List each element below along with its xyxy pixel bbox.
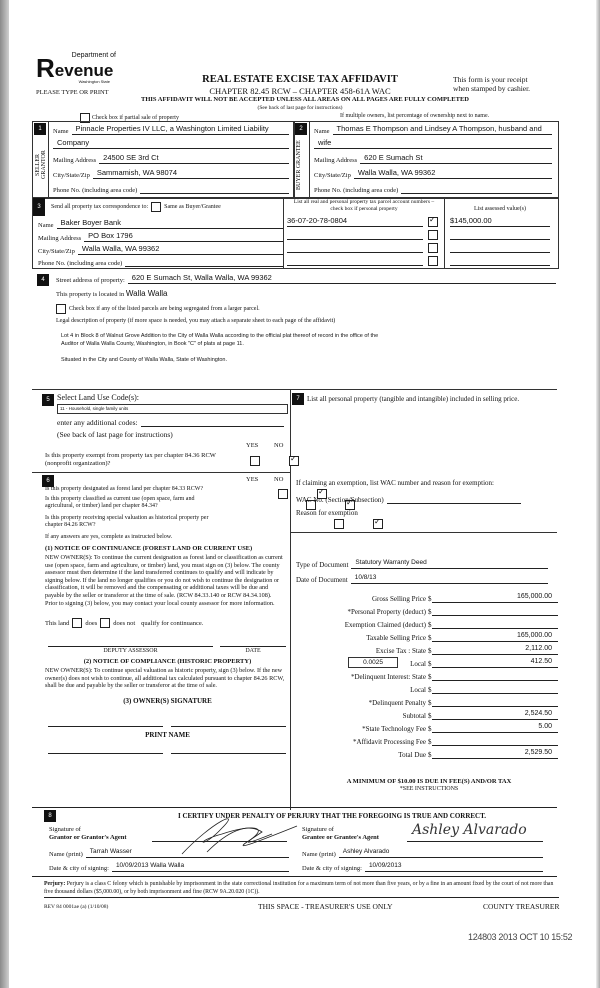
certification-section [32, 807, 557, 877]
grantor-sig-label-1: Signature of [49, 826, 81, 833]
seller-name-input-2[interactable]: Company [53, 137, 289, 149]
fee-value[interactable]: 412.50 [432, 656, 559, 668]
grantee-name-input[interactable]: Ashley Alvarado [339, 846, 543, 858]
additional-codes-label: enter any additional codes: [57, 418, 138, 427]
grantee-date-label: Date & city of signing: [302, 865, 362, 872]
cashier-stamp: 124803 2013 OCT 10 15:52 [468, 932, 573, 942]
seller-name-input[interactable]: Pinnacle Properties IV LLC, a Washington Limited Liability [72, 123, 289, 135]
print-name-line-2[interactable] [171, 753, 286, 754]
current-use-question: Is this property classified as current use (open space, farm and agricultural, or timber) land per chapter 84.34? [45, 496, 195, 509]
seller-name-line2[interactable] [53, 137, 289, 149]
fee-row-total [300, 746, 558, 759]
buyer-address-input[interactable]: 620 E Sumach St [360, 152, 552, 164]
currency-symbol: $ [428, 647, 432, 655]
segregated-label: Check box if any of the listed parcels are being segregated from a larger parcel. [69, 306, 260, 312]
section-divider-right [290, 532, 557, 533]
buyer-phone-input[interactable] [401, 182, 552, 194]
multiple-owners-note: If multiple owners, list percentage of ownership next to name. [340, 113, 490, 119]
corr-name-field[interactable] [38, 217, 283, 229]
fee-value[interactable]: 5.00 [432, 721, 559, 733]
currency-symbol: $ [428, 738, 432, 746]
property-section [32, 272, 557, 377]
fee-label: Local [410, 686, 426, 694]
buyer-name-input-2[interactable]: wife [314, 137, 552, 149]
currency-symbol: $ [428, 699, 432, 707]
dor-logo [36, 52, 120, 84]
grantor-date-input[interactable]: 10/09/2013 Walla Walla [112, 860, 289, 872]
street-address-input[interactable]: 620 E Sumach St, Walla Walla, WA 99362 [128, 272, 556, 284]
continuance-qualify-line [45, 618, 203, 628]
parcel-row [287, 241, 555, 254]
location-line [56, 289, 168, 298]
corr-city-field[interactable] [38, 243, 283, 255]
corr-name-input[interactable]: Baker Boyer Bank [57, 217, 283, 229]
no-header-6: NO [274, 476, 284, 483]
fee-row-local-tax [300, 655, 558, 668]
grantee-sig-label-2: Grantee or Grantee's Agent [302, 834, 379, 841]
grantor-date-label: Date & city of signing: [49, 865, 109, 872]
parcel-row [287, 215, 555, 228]
warning-banner: THIS AFFIDAVIT WILL NOT BE ACCEPTED UNLESS ALL AREAS ON ALL PAGES ARE FULLY COMPLETED [141, 96, 469, 103]
wac-field[interactable] [296, 492, 554, 504]
corr-address-label: Mailing Address [38, 235, 82, 242]
document-type-input[interactable]: Statutory Warranty Deed [351, 557, 548, 569]
wac-input[interactable] [387, 492, 521, 504]
section-number-4: 4 [37, 274, 49, 286]
deputy-assessor-label: DEPUTY ASSESSOR [103, 648, 158, 654]
does-qualify-checkbox[interactable] [72, 618, 82, 628]
corr-address-field[interactable] [38, 230, 283, 242]
corr-city-input[interactable]: Walla Walla, WA 99362 [78, 243, 283, 255]
same-as-buyer-label: Same as Buyer/Grantee [164, 204, 221, 210]
land-use-code-select[interactable]: 11 - Household, single family units [57, 404, 288, 414]
form-title: REAL ESTATE EXCISE TAX AFFIDAVIT [202, 74, 398, 85]
deputy-assessor-signature-line[interactable] [48, 646, 213, 647]
street-address-label: Street address of property: [56, 277, 125, 284]
section-number-8: 8 [44, 810, 56, 822]
buyer-name-line2[interactable] [314, 137, 552, 149]
assessed-value-input[interactable] [450, 255, 550, 266]
grantor-name-input[interactable]: Tarrah Wasser [86, 846, 289, 858]
treasurer-use-label: THIS SPACE - TREASURER'S USE ONLY [258, 902, 393, 911]
yes-header: YES [246, 442, 259, 449]
fee-label: Gross Selling Price [371, 595, 426, 603]
additional-codes-input[interactable] [141, 415, 284, 427]
correspondence-section [32, 197, 559, 269]
minimum-fee-note: A MINIMUM OF $10.00 IS DUE IN FEE(S) AND/OR TAX [346, 778, 512, 785]
receipt-note-2: when stamped by cashier. [453, 84, 531, 93]
corr-name-label: Name [38, 222, 54, 229]
additional-codes-field[interactable] [57, 415, 284, 427]
personal-property-label: List all personal property (tangible and intangible) included in selling price. [307, 395, 520, 403]
section-number-2: 2 [295, 123, 307, 135]
personal-property-input[interactable] [307, 416, 547, 466]
fee-row-taxable [300, 629, 558, 642]
continuance-title: (1) NOTICE OF CONTINUANCE (FOREST LAND OR CURRENT USE) [45, 545, 253, 552]
fee-label: Excise Tax : State [375, 647, 426, 655]
parcel-number-input[interactable]: 36-07-20-78-0804 [287, 216, 423, 227]
legal-line-1: Lot 4 in Block 8 of Walnut Grove Addition to the City of Walla Walla according to the official plat thereof of record in the office of the [61, 333, 379, 339]
document-date-input[interactable]: 10/8/13 [351, 572, 548, 584]
location-label: This property is located in [56, 291, 125, 298]
fee-row-processing [300, 733, 558, 746]
legal-line-3: Situated in the City and County of Walla Walla, State of Washington. [61, 357, 228, 363]
reason-exemption-label: Reason for exemption [296, 509, 358, 517]
buyer-phone-field[interactable] [314, 182, 552, 194]
section-number-6: 6 [42, 475, 54, 487]
corr-city-label: City/State/Zip [38, 248, 75, 255]
assessor-date-line[interactable] [220, 646, 286, 647]
fee-value[interactable]: 2,112.00 [432, 643, 559, 655]
corr-phone-input[interactable] [125, 255, 283, 267]
grantee-signature-label [302, 826, 379, 842]
owner-signature-line-2[interactable] [171, 726, 286, 727]
fee-value[interactable] [432, 682, 559, 694]
grantee-date-input[interactable]: 10/09/2013 [365, 860, 543, 872]
form-number: REV 84 0001ae (a) (1/10/08) [44, 904, 109, 910]
parcel-number-input[interactable] [287, 229, 423, 240]
seller-address-label: Mailing Address [53, 157, 97, 164]
parcel-number-input[interactable] [287, 242, 423, 253]
buyer-name-label: Name [314, 128, 330, 135]
perjury-label: Perjury: [44, 881, 66, 887]
buyer-city-label: City/State/Zip [314, 172, 351, 179]
legal-description-label: Legal description of property (if more space is needed, you may attach a separate sheet to each page of the affidavit) [56, 318, 336, 324]
currency-symbol: $ [428, 660, 432, 668]
buyer-grantee-label: BUYER GRANTEE [296, 140, 302, 190]
print-name-label: PRINT NAME [145, 731, 190, 739]
fee-label: *Affidavit Processing Fee [353, 738, 426, 746]
owner-signature-title: (3) OWNER(S) SIGNATURE [123, 697, 212, 705]
seller-phone-field[interactable] [53, 182, 289, 194]
grantee-signature: Ashley Alvarado [412, 822, 527, 838]
section-number-1: 1 [34, 123, 46, 135]
form-subtitle: CHAPTER 82.45 RCW – CHAPTER 458-61A WAC [209, 86, 391, 96]
fee-label: Taxable Selling Price [366, 634, 426, 642]
exemption-label: If claiming an exemption, list WAC number and reason for exemption: [296, 479, 494, 487]
fee-label: Local [410, 660, 426, 668]
does-not-qualify-checkbox[interactable] [100, 618, 110, 628]
fee-label: Total Due [398, 751, 426, 759]
fee-row-technology [300, 720, 558, 733]
fee-row-exemption [300, 616, 558, 629]
instructions-note: (See back of last page for instructions) [257, 105, 343, 111]
fee-value[interactable]: 2,524.50 [432, 708, 559, 720]
parcel-number-input[interactable] [287, 255, 423, 266]
local-rate-cell [300, 657, 426, 668]
parcel-row [287, 254, 555, 267]
logo-sub-text: Washington State [78, 79, 110, 84]
fee-value[interactable]: 165,000.00 [432, 630, 559, 642]
fee-row-state-tax [300, 642, 558, 655]
personal-property-checkbox[interactable] [428, 230, 438, 240]
buyer-section [293, 121, 559, 199]
fee-label: Subtotal [402, 712, 426, 720]
seller-section [32, 121, 295, 199]
fee-value[interactable] [432, 734, 559, 746]
grantee-sig-label-1: Signature of [302, 826, 334, 833]
forest-land-question: Is this property designated as forest land per chapter 84.33 RCW? [45, 486, 204, 492]
does-label: does [85, 619, 98, 627]
section-divider [32, 472, 290, 473]
perjury-certification: I CERTIFY UNDER PENALTY OF PERJURY THAT THE FOREGOING IS TRUE AND CORRECT. [177, 812, 486, 820]
receipt-note-1: This form is your receipt [453, 75, 528, 84]
parcel-row [287, 228, 555, 241]
compliance-title: (2) NOTICE OF COMPLIANCE (HISTORIC PROPERTY) [83, 658, 252, 665]
location-value[interactable]: Walla Walla [125, 289, 168, 298]
personal-property-checkbox[interactable] [428, 243, 438, 253]
assessor-date-label: DATE [245, 648, 261, 654]
currency-symbol: $ [428, 634, 432, 642]
print-name-line-1[interactable] [48, 753, 163, 754]
logo-main-text: evenue [54, 61, 114, 80]
buyer-address-label: Mailing Address [314, 157, 358, 164]
forest-yes-checkbox[interactable] [278, 489, 288, 499]
buyer-address-field[interactable] [314, 152, 552, 164]
seller-address-field[interactable] [53, 152, 289, 164]
parcel-rows [287, 215, 555, 267]
legal-line-2: Auditor of Walla Walla County, Washington, in Book "C" of plats at page 11. [61, 341, 244, 347]
buyer-side [294, 122, 310, 198]
fee-row-delinquent-local [300, 681, 558, 694]
same-as-buyer-checkbox[interactable] [151, 202, 161, 212]
personal-property-checkbox[interactable] [428, 217, 438, 227]
scan-edge-right [596, 0, 600, 988]
buyer-phone-label: Phone No. (including area code) [314, 187, 399, 194]
section-number-7: 7 [292, 393, 304, 405]
section-number-3: 3 [33, 198, 45, 216]
land-use-see-back: (See back of last page for instructions) [57, 430, 173, 439]
no-header: NO [274, 442, 284, 449]
fee-label: Exemption Claimed (deduct) [344, 621, 426, 629]
logo-r-glyph: R [36, 53, 55, 83]
fee-label: *Delinquent Interest: State [350, 673, 426, 681]
fee-value[interactable]: 2,529.50 [432, 747, 559, 759]
assessed-value-input[interactable] [450, 229, 550, 240]
seller-address-input[interactable]: 24500 SE 3rd Ct [99, 152, 289, 164]
seller-name-label: Name [53, 128, 69, 135]
currency-symbol: $ [428, 725, 432, 733]
grantee-date-field[interactable] [302, 860, 543, 872]
perjury-text: Perjury is a class C felony which is punishable by imprisonment in the state correctional institution for a maximum term of not more than five years, or by a fine in an amount fixed by the court of not more than five thousand dollars ($5,000.00), or by both imprisonment and fine (RCW 9A.20.020 (1C)). [44, 881, 554, 895]
document-type-label: Type of Document [296, 561, 349, 569]
buyer-name-field[interactable] [314, 123, 552, 135]
grantor-signature-label [49, 826, 127, 842]
grantor-name-field[interactable] [49, 846, 289, 858]
correspondence-header [51, 202, 221, 212]
nonprofit-yes-checkbox[interactable] [250, 456, 260, 466]
fee-row-penalty [300, 694, 558, 707]
fee-value[interactable] [432, 617, 559, 629]
wac-label: WAC No. (Section/Subsection) [296, 496, 384, 504]
currency-symbol: $ [428, 608, 432, 616]
grantee-name-label: Name (print) [302, 851, 336, 858]
land-use-title: Select Land Use Code(s): [57, 393, 139, 402]
seller-name-field[interactable] [53, 123, 289, 135]
currency-symbol: $ [428, 712, 432, 720]
grantee-signature-line[interactable] [407, 841, 543, 842]
county-treasurer-label: COUNTY TREASURER [483, 902, 560, 911]
owner-signature-line-1[interactable] [48, 726, 163, 727]
buyer-name-input[interactable]: Thomas E Thompson and Lindsey A Thompson, husband and [333, 123, 552, 135]
corr-phone-label: Phone No. (including area code) [38, 260, 123, 267]
fee-value[interactable] [432, 604, 559, 616]
if-yes-note: If any answers are yes, complete as instructed below. [45, 534, 173, 540]
fee-row-personal [300, 603, 558, 616]
document-date-label: Date of Document [296, 576, 348, 584]
qualify-label: qualify for continuance. [141, 619, 204, 627]
seller-side [33, 122, 49, 198]
fee-value[interactable]: 165,000.00 [432, 591, 559, 603]
yes-header-6: YES [246, 476, 259, 483]
fee-value[interactable] [432, 695, 559, 707]
legal-description-text[interactable] [61, 332, 531, 364]
fee-row-delinquent-state [300, 668, 558, 681]
fee-label: *State Technology Fee [362, 725, 426, 733]
document-type-field[interactable] [296, 557, 548, 569]
see-instructions-note: *SEE INSTRUCTIONS [399, 786, 459, 792]
perjury-notice [44, 880, 559, 898]
historic-question: Is this property receiving special valuation as historical property per chapter 84.26 RCW? [45, 515, 209, 528]
seller-city-input[interactable]: Sammamish, WA 98074 [93, 167, 289, 179]
seller-phone-input[interactable] [140, 182, 289, 194]
fee-label: *Personal Property (deduct) [347, 608, 426, 616]
document-date-field[interactable] [296, 572, 548, 584]
buyer-city-field[interactable] [314, 167, 552, 179]
scan-edge [0, 0, 9, 988]
currency-symbol: $ [428, 595, 432, 603]
logo-top-text: Department of [71, 52, 116, 59]
grantor-sig-label-2: Grantor or Grantor's Agent [49, 834, 127, 841]
assessed-value-input[interactable]: $145,000.00 [450, 216, 550, 227]
currency-symbol: $ [428, 751, 432, 759]
assessed-value-input[interactable] [450, 242, 550, 253]
seller-city-field[interactable] [53, 167, 289, 179]
segregated-option[interactable] [56, 304, 260, 314]
local-rate-input[interactable]: 0.0025 [348, 657, 398, 668]
seller-phone-label: Phone No. (including area code) [53, 187, 138, 194]
fee-label: *Delinquent Penalty [368, 699, 426, 707]
corr-address-input[interactable]: PO Box 1796 [84, 230, 283, 242]
grantor-date-field[interactable] [49, 860, 289, 872]
corr-phone-field[interactable] [38, 255, 283, 267]
fee-row-subtotal [300, 707, 558, 720]
personal-property-checkbox[interactable] [428, 256, 438, 266]
continuance-body: NEW OWNER(S): To continue the current designation as forest land or classification as current use (open space, farm and agriculture, or timber) land, you must sign on (3) below. The county assessor must then determine if the land transferred continues to qualify and will indicate by signing below. If the land no longer qualifies or you do not wish to continue the designation or classification, it will be removed and the compensating or additional taxes will be due and payable by the seller or transferor at the time of sale. (RCW 84.33.140 or RCW 84.34.108). Prior to signing (3) below, you may contact your local county assessor for more information. [45, 554, 283, 607]
currency-symbol: $ [428, 686, 432, 694]
parcel-header: List all real and personal property tax parcel account numbers – check box if personal property [293, 199, 435, 212]
fee-row-gross [300, 590, 558, 603]
street-address-field[interactable] [56, 272, 556, 284]
currency-symbol: $ [428, 621, 432, 629]
partial-sale-label: Check box if partial sale of property [92, 115, 179, 121]
fee-value[interactable] [432, 669, 559, 681]
buyer-city-input[interactable]: Walla Walla, WA 99362 [354, 167, 552, 179]
land-label: This land [45, 619, 70, 627]
left-column [32, 389, 291, 810]
nonprofit-exempt-question: Is this property exempt from property tax per chapter 84.36 RCW (nonprofit organization)? [45, 452, 216, 467]
currency-symbol: $ [428, 673, 432, 681]
compliance-body: NEW OWNER(S): To continue special valuation as historic property, sign (3) below. If the new owner(s) does not wish to continue, all additional tax calculated pursuant to chapter 84.26 RCW, shall be due and payable by the seller or transferor at the time of sale. [45, 667, 285, 690]
grantor-name-label: Name (print) [49, 851, 83, 858]
segregated-checkbox[interactable] [56, 304, 66, 314]
seller-city-label: City/State/Zip [53, 172, 90, 179]
seller-grantor-label: SELLER GRANTOR [35, 150, 47, 180]
print-note: PLEASE TYPE OR PRINT [36, 89, 109, 96]
grantee-name-field[interactable] [302, 846, 543, 858]
assessed-value-header: List assessed value(s) [474, 206, 526, 212]
correspondence-label: Send all property tax correspondence to: [51, 204, 149, 210]
section-number-5: 5 [42, 394, 54, 406]
does-not-label: does not [113, 619, 136, 627]
